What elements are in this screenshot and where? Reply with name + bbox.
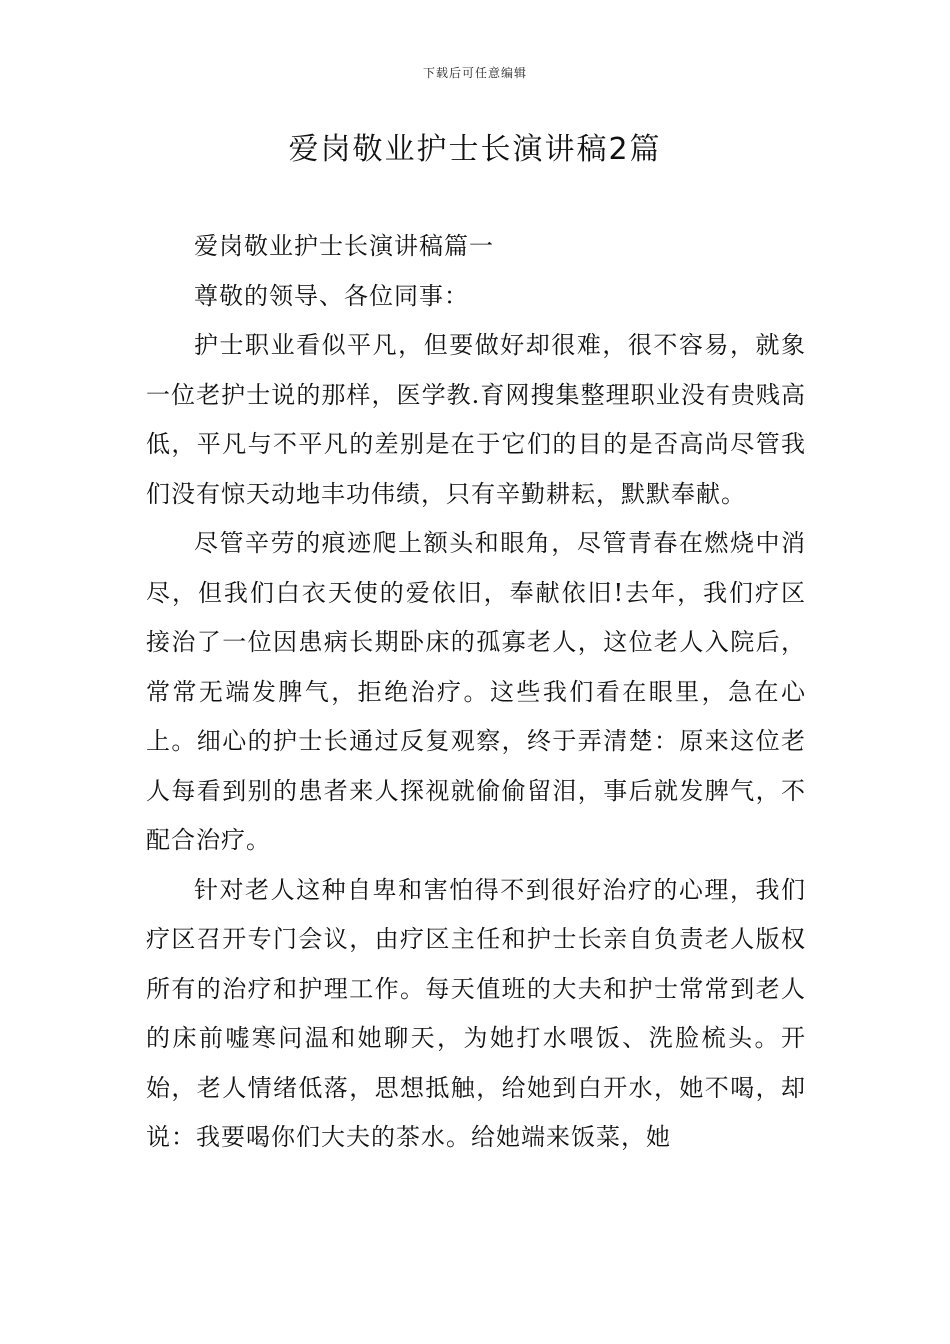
header-note: 下载后可任意编辑 (422, 66, 527, 80)
paragraph-1: 护士职业看似平凡，但要做好却很难，很不容易，就象一位老护士说的那样，医学教.育网搜集整理职业没有贵贱高低，平凡与不平凡的差别是在于它们的目的是否高尚尽管我们没有惊天动地丰功伟绩，只有辛勤耕耘，默默奉献。 (146, 331, 806, 508)
paragraph-3: 针对老人这种自卑和害怕得不到很好治疗的心理，我们疗区召开专门会议，由疗区主任和护士长亲自负责老人版权所有的治疗和护理工作。每天值班的大夫和护士常常到老人的床前嘘寒问温和她聊天，为她打水喂饭、洗脸梳头。开始，老人情绪低落，思想抵触，给她到白开水，她不喝，却说：我要喝你们大夫的茶水。给她端来饭菜，她 (146, 875, 806, 1151)
document-body (146, 222, 806, 1163)
salutation: 尊敬的领导、各位同事： (194, 281, 469, 310)
section-subtitle: 爱岗敬业护士长演讲稿篇一 (194, 232, 494, 260)
paragraph-2: 尽管辛劳的痕迹爬上额头和眼角，尽管青春在燃烧中消尽，但我们白衣天使的爱依旧，奉献依旧!去年，我们疗区接治了一位因患病长期卧床的孤寡老人，这位老人入院后，常常无端发脾气，拒绝治疗。这些我们看在眼里，急在心上。细心的护士长通过反复观察，终于弄清楚：原来这位老人每看到别的患者来人探视就偷偷留泪，事后就发脾气，不配合治疗。 (146, 529, 806, 854)
document-title: 爱岗敬业护士长演讲稿2篇 (288, 132, 662, 167)
